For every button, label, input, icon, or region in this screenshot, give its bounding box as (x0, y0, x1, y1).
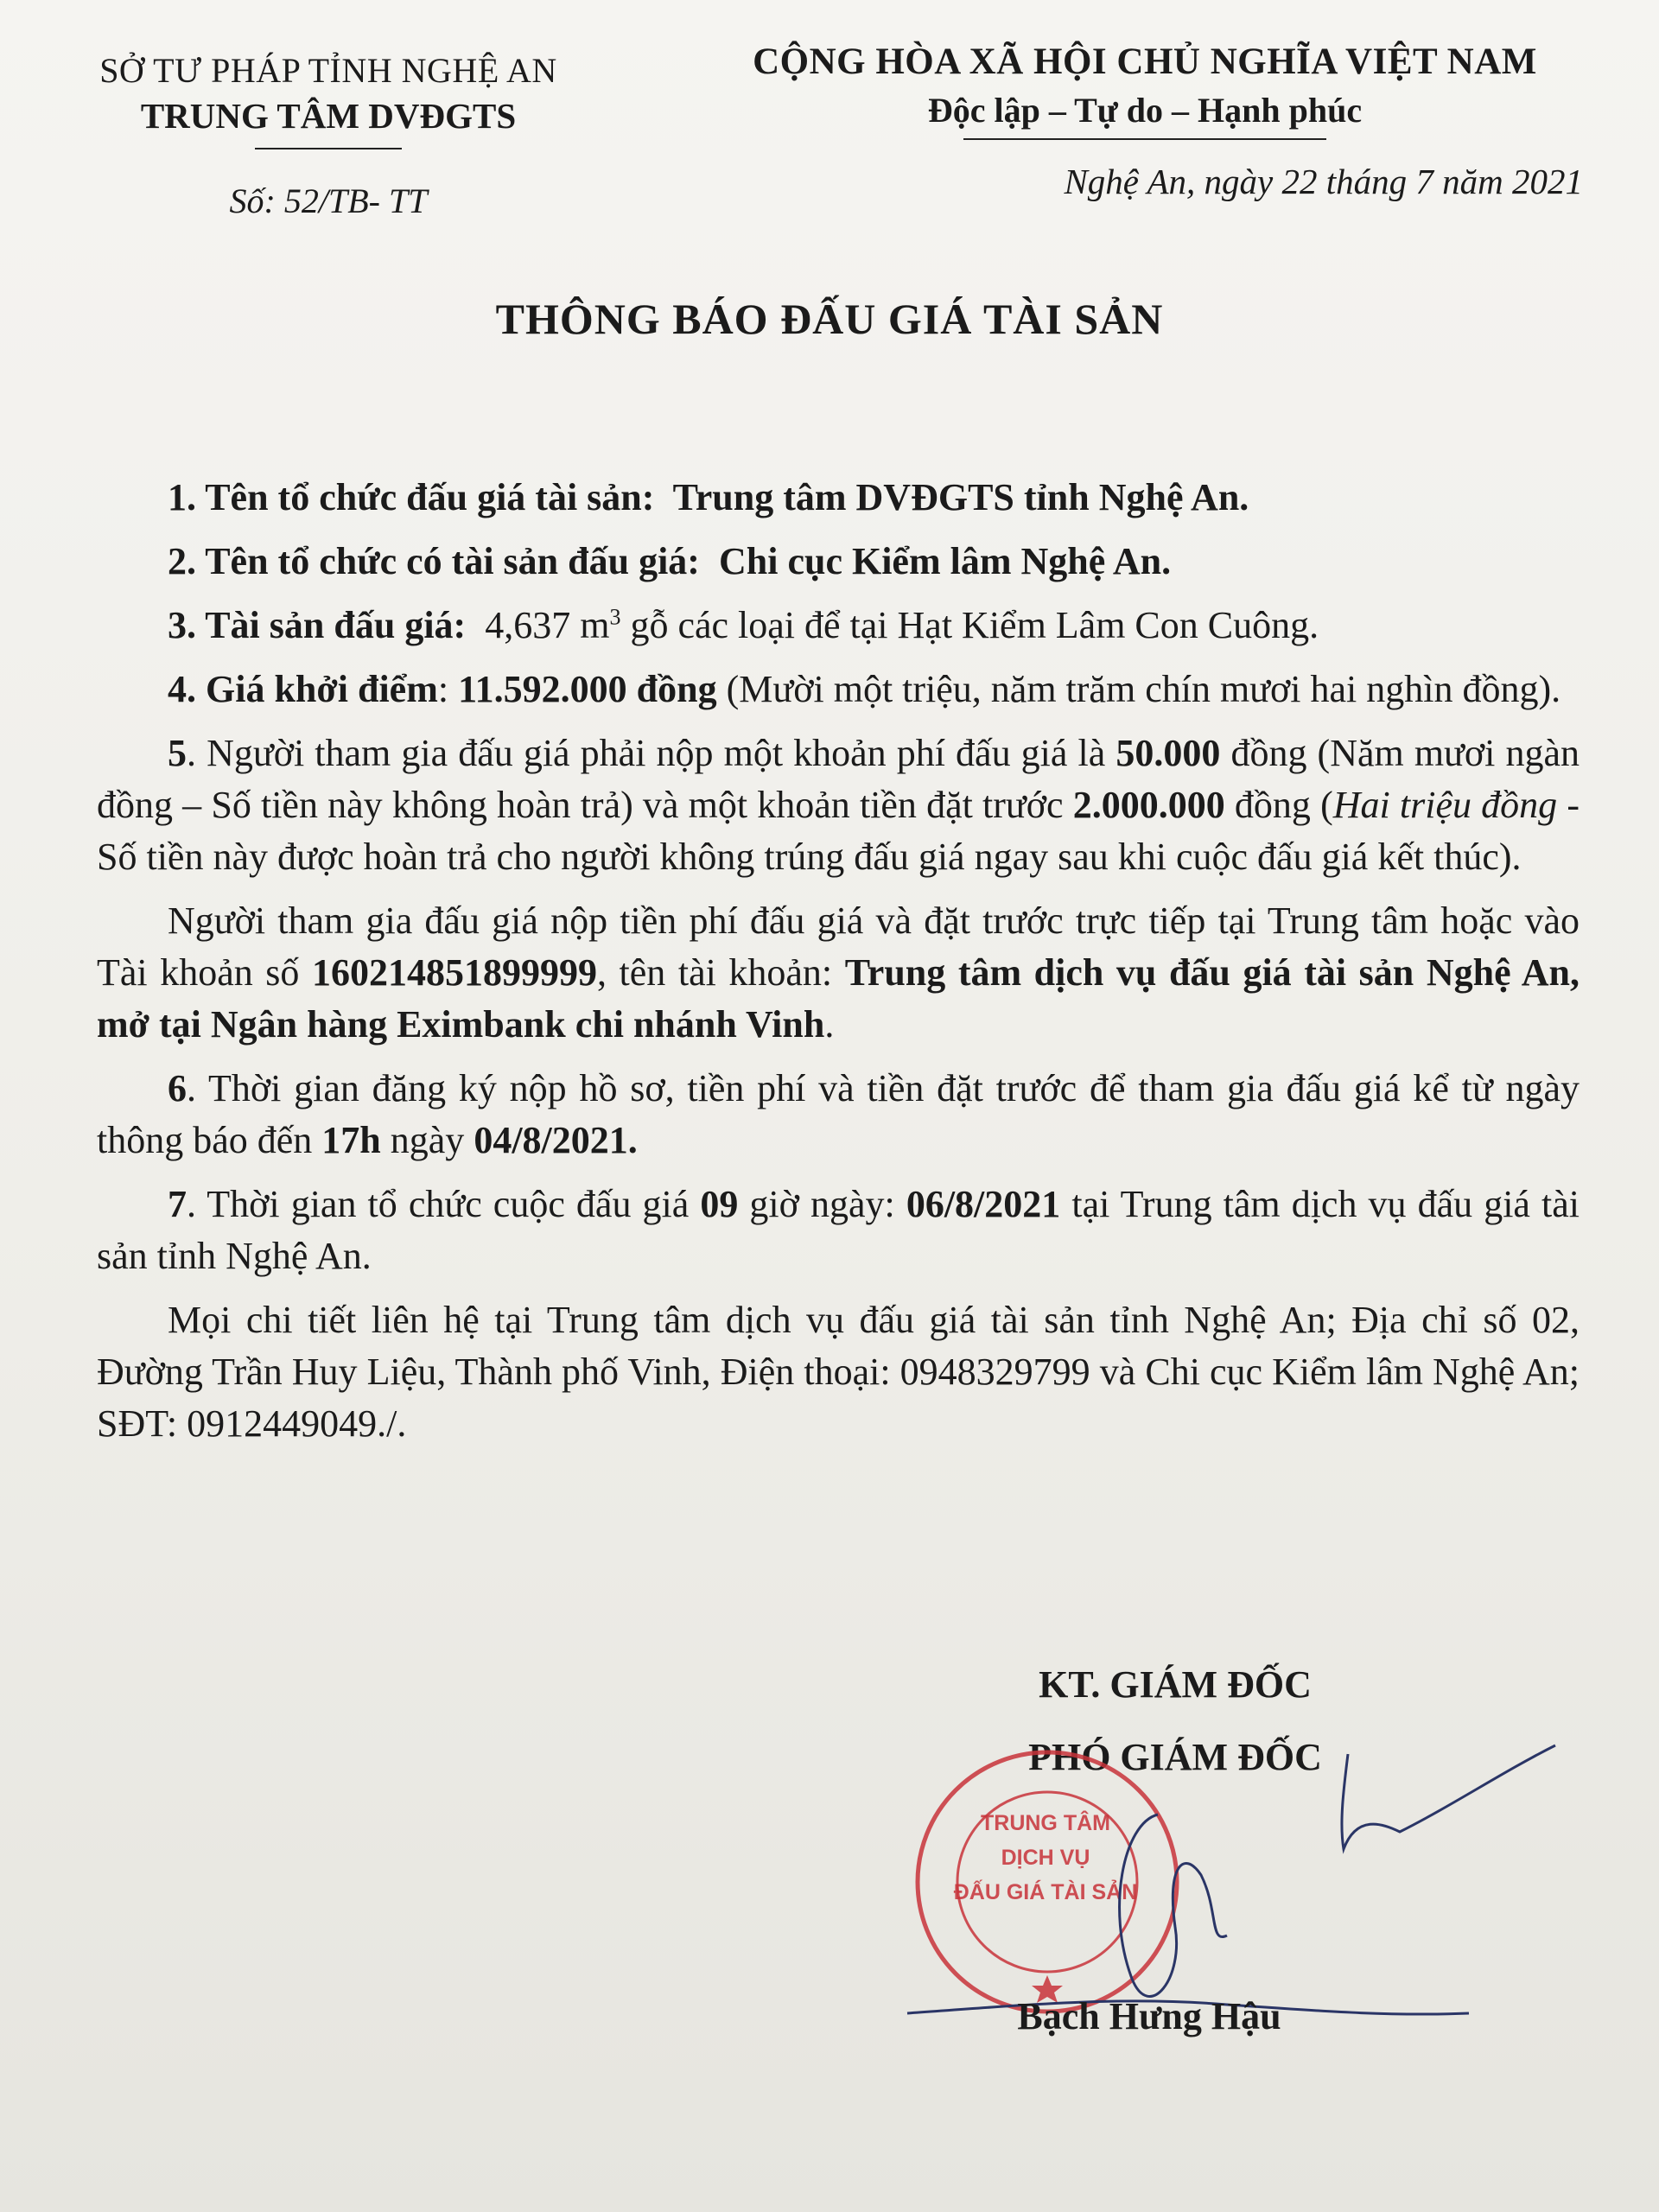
starting-price-value: 11.592.000 đồng (458, 668, 717, 710)
deposit-text: - Số tiền này được hoàn trả cho người không trúng đấu giá ngay sau khi cuộc đấu giá kết thúc). (97, 784, 1580, 878)
seal-line: ĐẤU GIÁ TÀI SẢN (953, 1880, 1138, 1904)
account-name: Trung tâm dịch vụ đấu giá tài sản Nghệ An, mở tại Ngân hàng Eximbank chi nhánh Vinh (97, 951, 1580, 1046)
deposit-amount: 2.000.000 (1072, 784, 1225, 826)
fee-text: đồng (Năm mươi ngàn đồng – Số tiền này không hoàn trả) và một khoản tiền đặt trước (97, 732, 1580, 826)
item-value: Chi cục Kiểm lâm Nghệ An. (718, 540, 1172, 582)
national-header (665, 38, 1624, 140)
parent-organization: SỞ TƯ PHÁP TỈNH NGHỆ AN (99, 51, 557, 90)
item-label: 1. Tên tổ chức đấu giá tài sản: (168, 476, 655, 518)
deadline-date: 04/8/2021. (474, 1119, 638, 1161)
auction-time-text: tại Trung tâm dịch vụ đấu giá tài sản tỉnh Nghệ An. (97, 1183, 1580, 1277)
account-number: 160214851899999 (311, 951, 597, 994)
item-number: 7 (168, 1183, 187, 1225)
item-auction-organization (97, 472, 1580, 524)
item-number: 5 (168, 732, 187, 774)
item-number: 6 (168, 1067, 187, 1109)
seal-line: TRUNG TÂM (981, 1811, 1110, 1835)
header-divider (255, 148, 402, 149)
item-value: Trung tâm DVĐGTS tỉnh Nghệ An. (672, 476, 1249, 518)
auction-hour: 09 (700, 1183, 739, 1225)
starting-price-words: (Mười một triệu, năm trăm chín mươi hai nghìn đồng). (716, 668, 1561, 710)
item-label: 4. Giá khởi điểm (168, 668, 438, 710)
asset-description: gỗ các loại để tại Hạt Kiểm Lâm Con Cuông. (620, 604, 1319, 646)
payment-text: , tên tài khoản: (596, 951, 845, 994)
document-number: Số: 52/TB- TT (229, 181, 428, 221)
deposit-text: đồng ( (1224, 784, 1333, 826)
item-auction-time (97, 1179, 1580, 1282)
item-label: 3. Tài sản đấu giá: (168, 604, 467, 646)
notice-body (97, 472, 1580, 1462)
seal-line: DỊCH VỤ (1001, 1846, 1090, 1870)
national-motto: Độc lập – Tự do – Hạnh phúc (927, 90, 1363, 130)
auction-time-text: . Thời gian tổ chức cuộc đấu giá (187, 1183, 701, 1225)
item-registration-deadline (97, 1063, 1580, 1166)
issuing-organization: TRUNG TÂM DVĐGTS (140, 96, 517, 136)
registration-text: ngày (380, 1119, 474, 1161)
item-label: 2. Tên tổ chức có tài sản đấu giá: (168, 540, 700, 582)
place-and-date: Nghệ An, ngày 22 tháng 7 năm 2021 (1064, 162, 1583, 201)
issuer-header (35, 48, 622, 221)
item-starting-price (97, 664, 1580, 715)
country-name: CỘNG HÒA XÃ HỘI CHỦ NGHĨA VIỆT NAM (753, 41, 1537, 82)
contact-information: Mọi chi tiết liên hệ tại Trung tâm dịch vụ đấu giá tài sản tỉnh Nghệ An; Địa chỉ số 02, Đường Trần Huy Liệu, Thành phố Vinh, Điện thoại: 0948329799 và Chi cục Kiểm lâm Nghệ An; SĐT: 0912449049./. (97, 1299, 1580, 1445)
auction-time-text: giờ ngày: (738, 1183, 906, 1225)
label-colon: : (437, 668, 459, 710)
signer-authority: KT. GIÁM ĐỐC (1039, 1663, 1312, 1706)
deposit-words: Hai triệu đồng (1332, 784, 1558, 826)
item-fees (97, 728, 1580, 883)
auction-date: 06/8/2021 (906, 1183, 1061, 1225)
item-asset-owner (97, 536, 1580, 588)
cubic-exponent: 3 (609, 604, 621, 630)
signer-name: Bạch Hưng Hậu (1017, 1995, 1281, 2037)
fee-amount: 50.000 (1116, 732, 1221, 774)
payment-text: . (824, 1003, 835, 1046)
item-asset (97, 600, 1580, 652)
document-title: THÔNG BÁO ĐẤU GIÁ TÀI SẢN (495, 295, 1164, 343)
registration-text: . Thời gian đăng ký nộp hồ sơ, tiền phí và tiền đặt trước để tham gia đấu giá kể từ ngày thông báo đến (97, 1067, 1580, 1161)
signer-position: PHÓ GIÁM ĐỐC (1028, 1736, 1322, 1778)
payment-text: Người tham gia đấu giá nộp tiền phí đấu giá và đặt trước trực tiếp tại Trung tâm hoặc vào Tài khoản số (97, 899, 1580, 994)
asset-quantity: 4,637 m (485, 604, 610, 646)
fee-text: . Người tham gia đấu giá phải nộp một khoản phí đấu giá là (187, 732, 1116, 774)
deadline-hour: 17h (321, 1119, 381, 1161)
payment-instructions (97, 895, 1580, 1051)
motto-divider (963, 138, 1326, 140)
